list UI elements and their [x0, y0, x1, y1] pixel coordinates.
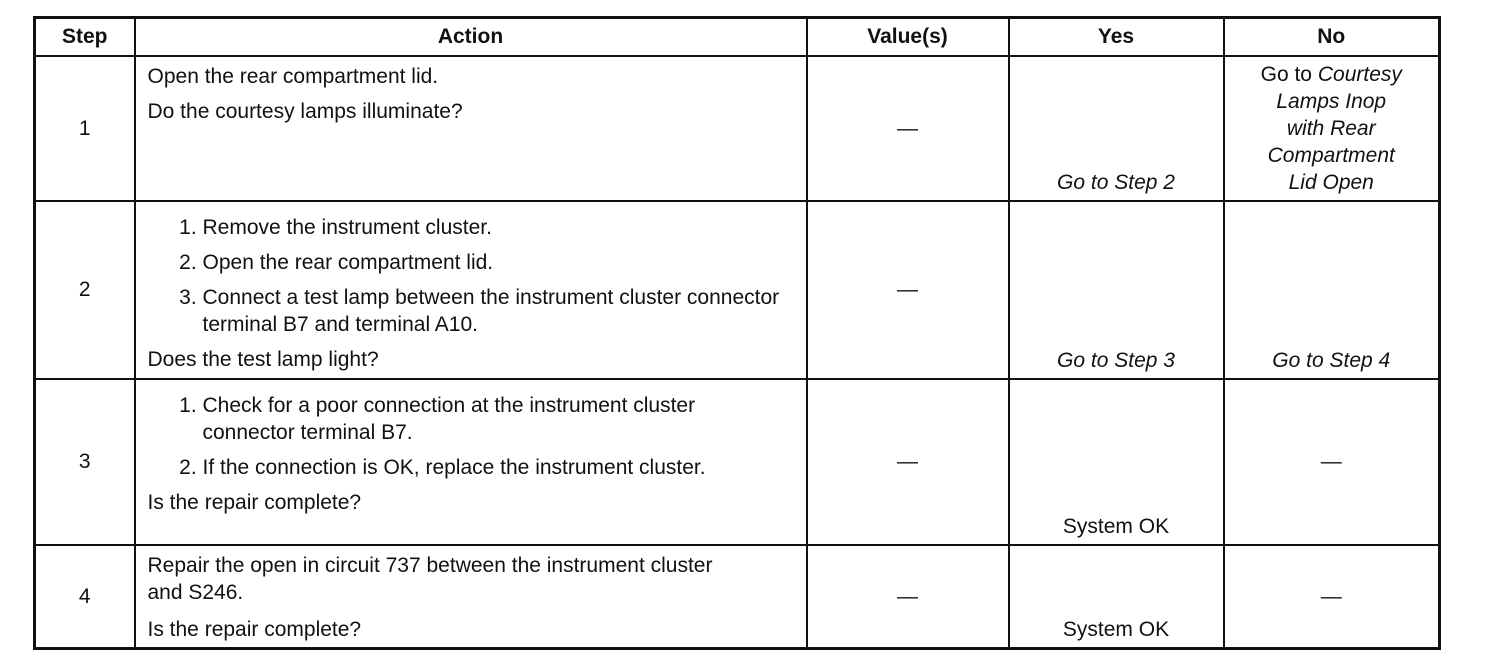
action-text: Repair the open in circuit 737 between the instrument cluster and S246.	[147, 554, 713, 604]
no-cell: —	[1224, 379, 1440, 545]
no-line: Courtesy	[1317, 63, 1402, 86]
no-cell	[1224, 56, 1440, 201]
no-text: Go to Step 4	[1272, 349, 1391, 372]
value-cell: —	[807, 545, 1009, 649]
table-row	[35, 201, 1440, 379]
action-question: Does the test lamp light?	[147, 348, 379, 371]
no-line: Lid Open	[1288, 171, 1374, 194]
yes-cell	[1009, 201, 1224, 379]
action-text: Open the rear compartment lid.	[147, 65, 439, 88]
no-line: Lamps Inop	[1276, 90, 1387, 113]
action-cell	[135, 56, 807, 201]
diagnostic-table	[33, 16, 1441, 650]
header-row	[35, 18, 1440, 57]
step-number: 1	[35, 56, 135, 201]
step-number: 3	[35, 379, 135, 545]
action-question: Do the courtesy lamps illuminate?	[147, 100, 463, 123]
table-row	[35, 545, 1440, 649]
action-steps-list	[148, 392, 794, 481]
no-line: with Rear	[1286, 117, 1376, 140]
value-cell: —	[807, 56, 1009, 201]
no-cell	[1224, 201, 1440, 379]
header-values: Value(s)	[807, 18, 1009, 57]
action-cell	[135, 545, 807, 649]
yes-cell	[1009, 545, 1224, 649]
step-number: 4	[35, 545, 135, 649]
value-cell: —	[807, 201, 1009, 379]
header-step: Step	[35, 18, 135, 57]
table-row	[35, 56, 1440, 201]
step-number: 2	[35, 201, 135, 379]
header-yes: Yes	[1009, 18, 1224, 57]
no-cell: —	[1224, 545, 1440, 649]
value-cell: —	[807, 379, 1009, 545]
no-line: Compartment	[1267, 144, 1395, 167]
yes-text: System OK	[1062, 515, 1170, 538]
yes-text: Go to Step 3	[1057, 349, 1175, 372]
table-row	[35, 379, 1440, 545]
action-step: 1. Remove the instrument cluster.	[203, 214, 794, 241]
action-cell	[135, 201, 807, 379]
action-step: 2. Open the rear compartment lid.	[203, 249, 794, 276]
yes-text: Go to Step 2	[1057, 171, 1175, 194]
action-question: Is the repair complete?	[147, 491, 362, 514]
action-step: 2. If the connection is OK, replace the instrument cluster.	[203, 454, 723, 481]
header-action: Action	[135, 18, 807, 57]
yes-text: System OK	[1062, 618, 1170, 641]
action-cell	[135, 379, 807, 545]
yes-cell	[1009, 379, 1224, 545]
header-no: No	[1224, 18, 1440, 57]
no-prefix: Go to	[1260, 63, 1312, 86]
action-step: 3. Connect a test lamp between the instrument cluster connector terminal B7 and terminal A10.	[203, 284, 783, 338]
action-question: Is the repair complete?	[147, 618, 362, 641]
yes-cell	[1009, 56, 1224, 201]
action-step: 1. Check for a poor connection at the instrument cluster connector terminal B7.	[203, 392, 793, 446]
action-steps-list	[148, 214, 794, 338]
